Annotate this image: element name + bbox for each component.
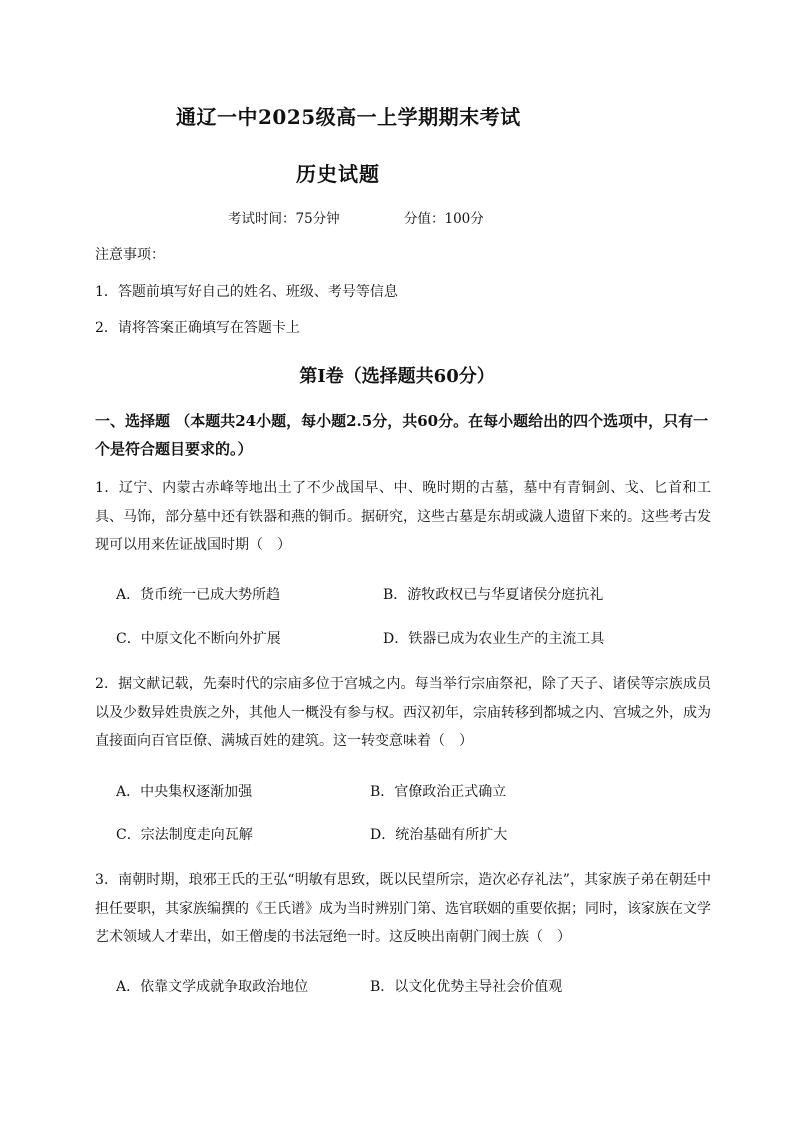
option-c: C．宗法制度走向瓦解 [116, 827, 253, 843]
option-b: B．游牧政权已与华夏诸侯分庭抗礼 [383, 587, 604, 603]
option-c: C．中原文化不断向外扩展 [116, 631, 281, 647]
question-stem: 3．南朝时期，琅邪王氏的王弘“明敏有思致，既以民望所宗，造次必存礼法”，其家族子弟在朝廷中担任要职，其家族编撰的《王氏谱》成为当时辨别门第、选官联姻的重要依据；同时，该家族在文学艺术领域人才辈出，如王僧虔的书法冠绝一时。这反映出南朝门阀士族（ ） [95, 872, 711, 945]
option-a: A．货币统一已成大势所趋 [116, 587, 281, 603]
question-stem: 2．据文献记载，先秦时代的宗庙多位于宫城之内。每当举行宗庙祭祀，除了天子、诸侯等宗族成员以及少数异姓贵族之外，其他人一概没有参与权。西汉初年，宗庙转移到都城之内、宫城之外，成为直接面向百官臣僚、满城百姓的建筑。这一转变意味着（ ） [95, 676, 711, 749]
note-item: 1．答题前填写好自己的姓名、班级、考号等信息 [95, 284, 398, 300]
option-d: D．铁器已成为农业生产的主流工具 [383, 631, 605, 647]
option-a: A．依靠文学成就争取政治地位 [116, 979, 309, 995]
option-a: A．中央集权逐渐加强 [116, 784, 253, 800]
question-stem: 1．辽宁、内蒙古赤峰等地出土了不少战国早、中、晚时期的古墓，墓中有青铜剑、戈、匕首和工具、马饰，部分墓中还有铁器和燕的铜币。据研究，这些古墓是东胡或濊人遗留下来的。这些考古发现可以用来佐证战国时期（ ） [95, 480, 711, 553]
part-heading: 一、选择题 （本题共24小题，每小题2.5分，共60分。在每小题给出的四个选项中，只有一个是符合题目要求的。） [95, 412, 709, 458]
section-title: 第Ⅰ卷（选择题共60分） [299, 366, 495, 387]
exam-time: 考试时间：75分钟 [228, 211, 340, 227]
option-d: D．统治基础有所扩大 [370, 827, 508, 843]
subject-title: 历史试题 [296, 162, 380, 186]
exam-score: 分值：100分 [404, 211, 484, 227]
option-b: B．以文化优势主导社会价值观 [370, 979, 563, 995]
exam-title: 通辽一中2025级高一上学期期末考试 [176, 105, 521, 129]
notes-heading: 注意事项： [95, 247, 165, 263]
note-item: 2．请将答案正确填写在答题卡上 [95, 320, 300, 336]
option-b: B．官僚政治正式确立 [370, 784, 507, 800]
